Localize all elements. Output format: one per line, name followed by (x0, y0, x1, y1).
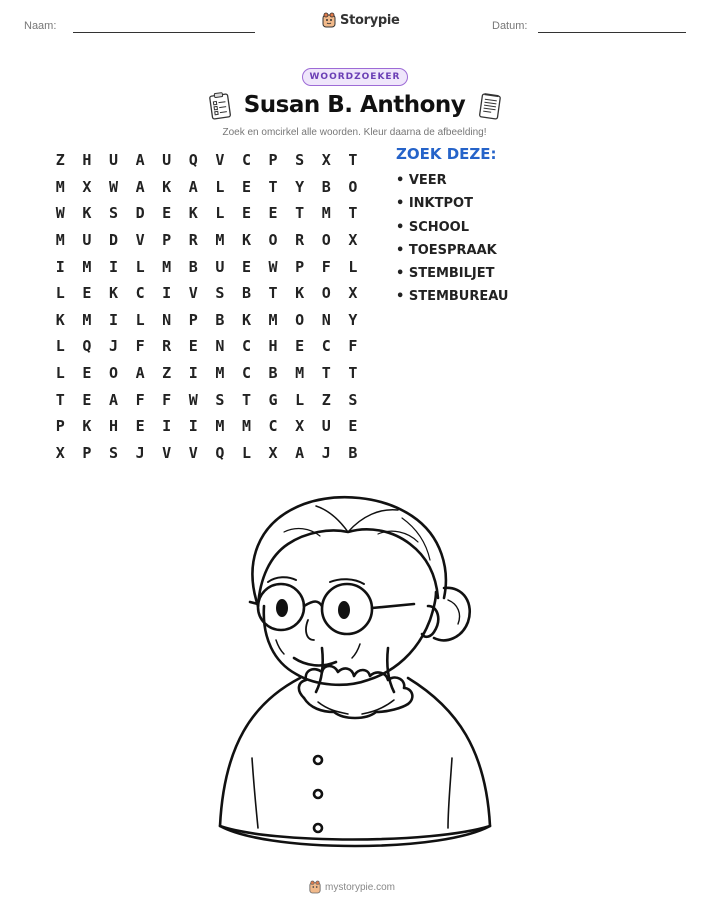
grid-letter[interactable]: E (82, 390, 92, 409)
grid-letter[interactable]: X (55, 443, 65, 462)
grid-letter[interactable]: E (162, 204, 172, 223)
grid-letter[interactable]: C (268, 417, 278, 436)
grid-letter[interactable]: F (162, 390, 172, 409)
name-label: Naam: (24, 20, 57, 32)
grid-letter[interactable]: W (268, 257, 278, 276)
grid-letter[interactable]: U (82, 231, 92, 250)
grid-letter[interactable]: A (135, 177, 145, 196)
grid-letter[interactable]: J (321, 443, 331, 462)
grid-letter[interactable]: K (82, 204, 92, 223)
word-search-grid[interactable] (47, 147, 366, 466)
grid-letter[interactable]: Z (162, 364, 172, 383)
grid-letter[interactable]: Z (321, 390, 331, 409)
grid-letter[interactable]: E (82, 364, 92, 383)
grid-letter[interactable]: A (135, 151, 145, 170)
grid-letter[interactable]: A (108, 390, 118, 409)
grid-letter[interactable]: G (268, 390, 278, 409)
grid-letter[interactable]: E (241, 204, 251, 223)
grid-letter[interactable]: M (295, 364, 305, 383)
grid-letter[interactable]: L (55, 364, 65, 383)
instructions: Zoek en omcirkel alle woorden. Kleur daarna de afbeelding! (222, 127, 487, 138)
grid-letter[interactable]: T (241, 390, 251, 409)
grid-letter[interactable]: M (82, 257, 92, 276)
grid-letter[interactable]: B (241, 284, 251, 303)
grid-letter[interactable]: B (321, 177, 331, 196)
grid-letter[interactable]: X (82, 177, 92, 196)
grid-letter[interactable]: M (55, 231, 65, 250)
grid-letter[interactable]: I (162, 417, 172, 436)
grid-letter[interactable]: C (321, 337, 331, 356)
word-list-item: • VEER (396, 172, 508, 195)
grid-letter[interactable]: F (135, 390, 145, 409)
grid-letter[interactable]: D (135, 204, 145, 223)
grid-letter[interactable]: H (268, 337, 278, 356)
grid-letter[interactable]: M (215, 364, 225, 383)
grid-letter[interactable]: M (162, 257, 172, 276)
grid-letter[interactable]: V (215, 151, 225, 170)
grid-letter[interactable]: I (188, 364, 198, 383)
page-title: Susan B. Anthony (243, 92, 466, 118)
grid-letter[interactable]: F (321, 257, 331, 276)
grid-letter[interactable]: C (135, 284, 145, 303)
grid-letter[interactable]: L (55, 337, 65, 356)
grid-letter[interactable]: P (82, 443, 92, 462)
date-field-line[interactable] (538, 32, 686, 33)
grid-letter[interactable]: E (241, 257, 251, 276)
grid-letter[interactable]: U (108, 151, 118, 170)
grid-letter[interactable]: L (241, 443, 251, 462)
grid-letter[interactable]: I (55, 257, 65, 276)
storypie-logo-icon (322, 12, 336, 28)
grid-letter[interactable]: U (321, 417, 331, 436)
grid-letter[interactable]: T (268, 284, 278, 303)
grid-letter[interactable]: L (348, 257, 358, 276)
grid-letter[interactable]: J (108, 337, 118, 356)
grid-letter[interactable]: P (162, 231, 172, 250)
grid-letter[interactable]: L (135, 310, 145, 329)
grid-letter[interactable]: K (188, 204, 198, 223)
grid-letter[interactable]: X (321, 151, 331, 170)
grid-letter[interactable]: H (108, 417, 118, 436)
grid-letter[interactable]: O (268, 231, 278, 250)
grid-letter[interactable]: V (188, 284, 198, 303)
grid-letter[interactable]: W (188, 390, 198, 409)
grid-letter[interactable]: R (162, 337, 172, 356)
grid-letter[interactable]: C (241, 364, 251, 383)
grid-letter[interactable]: X (348, 284, 358, 303)
grid-letter[interactable]: S (295, 151, 305, 170)
grid-letter[interactable]: U (215, 257, 225, 276)
grid-letter[interactable]: E (135, 417, 145, 436)
grid-letter[interactable]: E (348, 417, 358, 436)
date-label: Datum: (492, 20, 528, 32)
brand-logo (322, 12, 400, 28)
storypie-logo-icon (309, 880, 321, 894)
grid-letter[interactable]: O (321, 284, 331, 303)
grid-letter[interactable]: C (241, 337, 251, 356)
grid-letter[interactable]: T (321, 364, 331, 383)
grid-letter[interactable]: O (348, 177, 358, 196)
grid-letter[interactable]: H (82, 151, 92, 170)
grid-letter[interactable]: Q (188, 151, 198, 170)
grid-letter[interactable]: T (268, 177, 278, 196)
grid-letter[interactable]: Z (55, 151, 65, 170)
grid-letter[interactable]: T (295, 204, 305, 223)
grid-letter[interactable]: X (268, 443, 278, 462)
grid-letter[interactable]: K (295, 284, 305, 303)
grid-letter[interactable]: L (55, 284, 65, 303)
grid-letter[interactable]: W (55, 204, 65, 223)
grid-letter[interactable]: I (162, 284, 172, 303)
grid-letter[interactable]: P (295, 257, 305, 276)
name-field-line[interactable] (73, 32, 255, 33)
grid-letter[interactable]: E (295, 337, 305, 356)
grid-letter[interactable]: K (108, 284, 118, 303)
grid-letter[interactable]: W (108, 177, 118, 196)
grid-letter[interactable]: N (215, 337, 225, 356)
grid-letter[interactable]: C (241, 151, 251, 170)
footer (309, 880, 395, 894)
notepad-icon (476, 92, 504, 120)
grid-letter[interactable]: V (188, 443, 198, 462)
grid-letter[interactable]: Y (295, 177, 305, 196)
grid-letter[interactable]: J (135, 443, 145, 462)
grid-letter[interactable]: S (348, 390, 358, 409)
grid-letter[interactable]: P (55, 417, 65, 436)
grid-letter[interactable]: E (268, 204, 278, 223)
word-list-item: • SCHOOL (396, 219, 508, 242)
grid-letter[interactable]: I (188, 417, 198, 436)
grid-letter[interactable]: T (348, 364, 358, 383)
grid-letter[interactable]: K (241, 231, 251, 250)
grid-letter[interactable]: R (188, 231, 198, 250)
grid-letter[interactable]: B (215, 310, 225, 329)
grid-letter[interactable]: K (162, 177, 172, 196)
grid-letter[interactable]: Q (82, 337, 92, 356)
grid-letter[interactable]: E (82, 284, 92, 303)
grid-letter[interactable]: O (108, 364, 118, 383)
grid-letter[interactable]: X (295, 417, 305, 436)
grid-letter[interactable]: K (241, 310, 251, 329)
grid-letter[interactable]: L (135, 257, 145, 276)
footer-url: mystorypie.com (325, 881, 396, 893)
grid-letter[interactable]: T (55, 390, 65, 409)
grid-letter[interactable]: O (321, 231, 331, 250)
grid-letter[interactable]: M (215, 417, 225, 436)
word-list-item: • TOESPRAAK (396, 242, 508, 265)
grid-letter[interactable]: M (55, 177, 65, 196)
grid-letter[interactable]: Y (348, 310, 358, 329)
grid-letter[interactable]: X (348, 231, 358, 250)
grid-letter[interactable]: K (55, 310, 65, 329)
grid-letter[interactable]: P (188, 310, 198, 329)
grid-letter[interactable]: O (295, 310, 305, 329)
grid-letter[interactable]: S (215, 284, 225, 303)
grid-letter[interactable]: E (188, 337, 198, 356)
grid-letter[interactable]: T (348, 151, 358, 170)
grid-letter[interactable]: F (135, 337, 145, 356)
grid-letter[interactable]: N (162, 310, 172, 329)
grid-letter[interactable]: S (108, 443, 118, 462)
grid-letter[interactable]: A (135, 364, 145, 383)
susan-anthony-coloring-illustration[interactable] (212, 488, 497, 860)
grid-letter[interactable]: B (188, 257, 198, 276)
grid-letter[interactable]: M (82, 310, 92, 329)
brand-name: Storypie (340, 12, 400, 28)
grid-letter[interactable]: E (241, 177, 251, 196)
grid-letter[interactable]: S (215, 390, 225, 409)
grid-letter[interactable]: A (295, 443, 305, 462)
grid-letter[interactable]: K (82, 417, 92, 436)
grid-letter[interactable]: D (108, 231, 118, 250)
grid-letter[interactable]: M (268, 310, 278, 329)
word-list-heading: ZOEK DEZE: (396, 145, 497, 163)
grid-letter[interactable]: R (295, 231, 305, 250)
grid-letter[interactable]: V (135, 231, 145, 250)
word-list-item: • STEMBUREAU (396, 288, 508, 311)
grid-letter[interactable]: T (348, 204, 358, 223)
grid-letter[interactable]: Q (215, 443, 225, 462)
grid-letter[interactable]: M (321, 204, 331, 223)
grid-letter[interactable]: M (241, 417, 251, 436)
grid-letter[interactable]: B (348, 443, 358, 462)
grid-letter[interactable]: S (108, 204, 118, 223)
grid-letter[interactable]: F (348, 337, 358, 356)
grid-letter[interactable]: M (215, 231, 225, 250)
grid-letter[interactable]: I (108, 310, 118, 329)
grid-letter[interactable]: V (162, 443, 172, 462)
grid-letter[interactable]: N (321, 310, 331, 329)
worksheet-type-badge: WOORDZOEKER (302, 68, 408, 86)
grid-letter[interactable]: L (295, 390, 305, 409)
word-list-item: • INKTPOT (396, 195, 508, 218)
word-list-item: • STEMBILJET (396, 265, 508, 288)
grid-letter[interactable]: U (162, 151, 172, 170)
grid-letter[interactable]: B (268, 364, 278, 383)
grid-letter[interactable]: A (188, 177, 198, 196)
grid-letter[interactable]: L (215, 177, 225, 196)
grid-letter[interactable]: L (215, 204, 225, 223)
grid-letter[interactable]: P (268, 151, 278, 170)
word-list (396, 172, 508, 312)
grid-letter[interactable]: I (108, 257, 118, 276)
